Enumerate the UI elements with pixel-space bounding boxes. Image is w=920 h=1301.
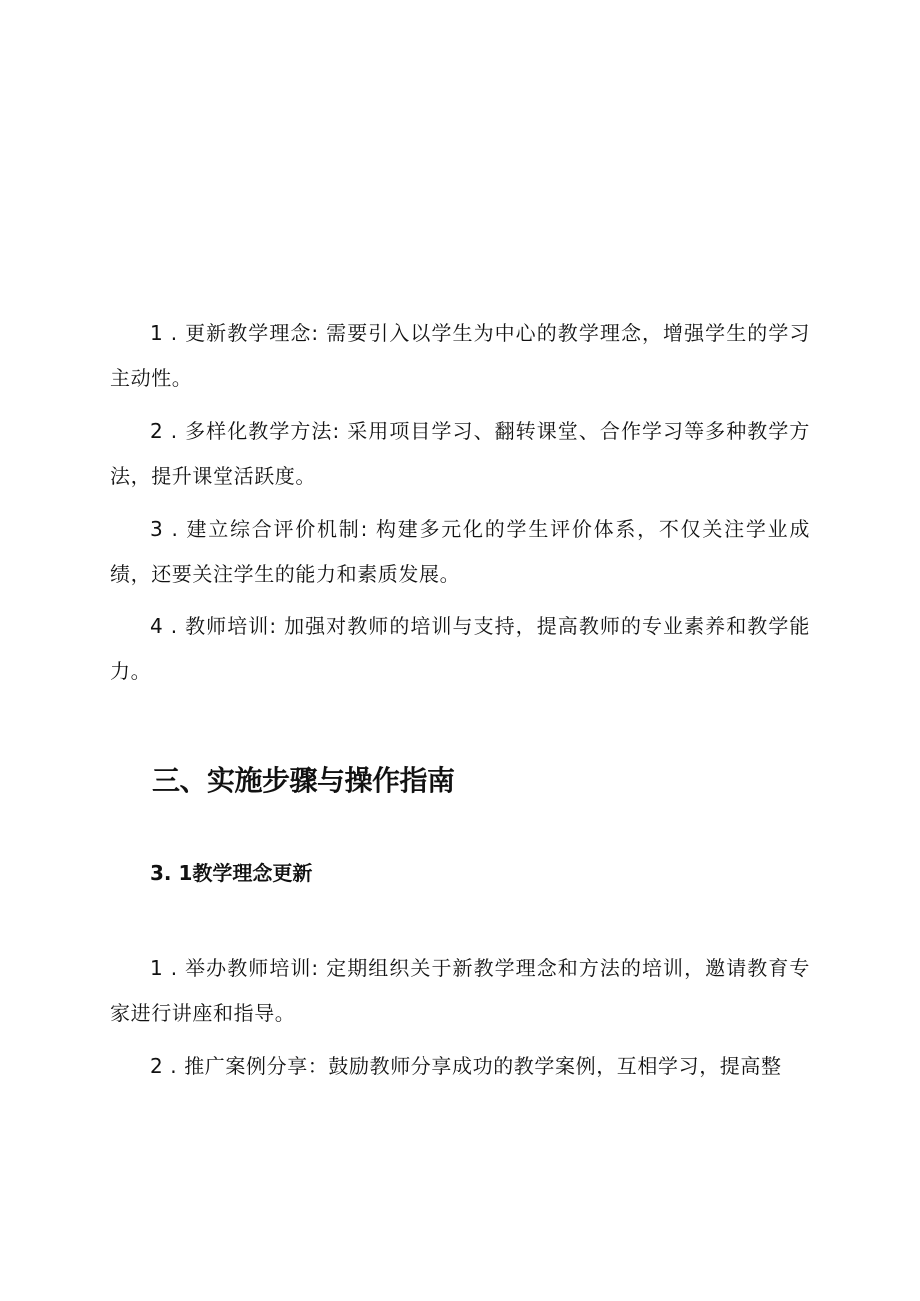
list-item-diverse-teaching-methods: 2 . 多样化教学方法: 采用项目学习、翻转课堂、合作学习等多种教学方法，提升课堂活跃度。 xyxy=(110,419,810,488)
list-item-case-sharing: 2 . 推广案例分享：鼓励教师分享成功的教学案例，互相学习，提高整 xyxy=(150,1054,782,1078)
list-item-teacher-training: 4 . 教师培训: 加强对教师的培训与支持，提高教师的专业素养和教学能力。 xyxy=(110,614,810,683)
subsection-heading: 3. 1教学理念更新 xyxy=(150,861,313,885)
list-item-evaluation-mechanism: 3 . 建立综合评价机制: 构建多元化的学生评价体系，不仅关注学业成绩，还要关注学生的能力和素质发展。 xyxy=(110,517,810,586)
list-item-update-teaching-philosophy: 1 . 更新教学理念: 需要引入以学生为中心的教学理念，增强学生的学习主动性。 xyxy=(110,321,810,390)
section-heading: 三、实施步骤与操作指南 xyxy=(152,764,455,797)
list-item-hold-teacher-training: 1 . 举办教师培训: 定期组织关于新教学理念和方法的培训，邀请教育专家进行讲座和指导。 xyxy=(110,956,810,1025)
